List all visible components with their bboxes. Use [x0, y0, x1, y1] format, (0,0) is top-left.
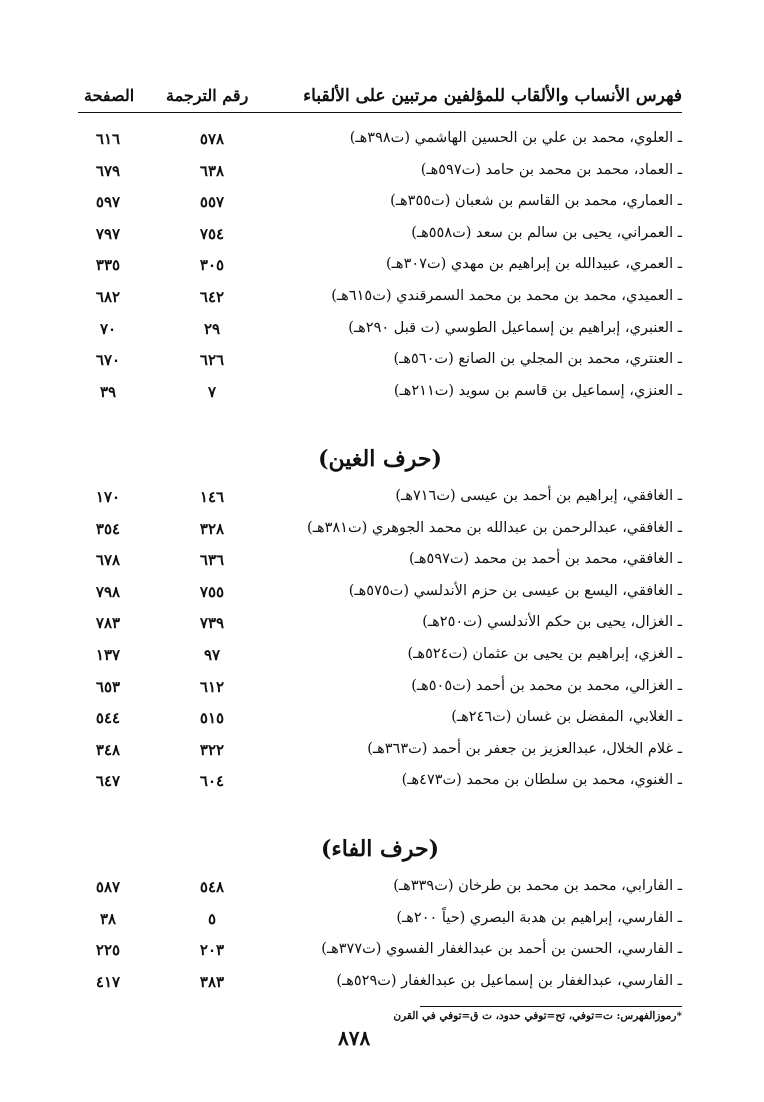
- index-row: [78, 906, 682, 938]
- entry-name: ـ العمراني، يحيى بن سالم بن سعد (ت٥٥٨هـ): [411, 224, 682, 241]
- section-title-fa: (حرف الفاء): [320, 836, 439, 862]
- index-row: [78, 284, 682, 316]
- entry-number: ٥٤٨: [199, 878, 225, 896]
- column-header-page: الصفحة: [84, 86, 135, 105]
- index-row: [78, 642, 682, 674]
- entry-page: ٣٤٨: [95, 740, 121, 759]
- entry-name: ـ غلام الخلال، عبدالعزيز بن جعفر بن أحمد (ت٣٦٣هـ): [367, 740, 682, 757]
- entry-name: ـ العماد، محمد بن محمد بن حامد (ت٥٩٧هـ): [420, 161, 682, 178]
- footnote: *رموزالفهرس: ت=توفي، تح=توفي حدود، ت ق=توفي في القرن: [393, 1010, 682, 1022]
- entry-page: ٧٨٣: [95, 614, 121, 633]
- entry-page: ٣٥٤: [95, 519, 121, 538]
- entry-page: ٦٧٠: [95, 351, 121, 370]
- entry-name: ـ الغافقي، محمد بن أحمد بن محمد (ت٥٩٧هـ): [408, 551, 682, 568]
- column-header-number: رقم الترجمة: [166, 86, 249, 105]
- entry-number: ٣٠٥: [199, 256, 225, 275]
- entry-number: ٦٤٢: [199, 287, 225, 306]
- entry-number: ٦٠٤: [199, 772, 225, 791]
- entry-number: ٥: [207, 909, 217, 928]
- entry-number: ٦١٢: [199, 677, 225, 696]
- entry-page: ٦٧٨: [95, 551, 121, 570]
- entry-number: ٢٩: [203, 319, 221, 338]
- entry-name: ـ الفارابي، محمد بن محمد بن طرخان (ت٣٣٩هـ): [393, 878, 682, 894]
- entry-name: ـ الغنوي، محمد بن سلطان بن محمد (ت٤٧٣هـ): [401, 772, 682, 789]
- entry-name: ـ الغزال، يحيى بن حكم الأندلسي (ت٢٥٠هـ): [422, 614, 682, 631]
- entry-number: ٩٧: [203, 645, 221, 664]
- entry-page: ٣٨: [99, 909, 117, 928]
- entries-section-ghain: [78, 484, 682, 800]
- entry-page: ٦٨٢: [95, 287, 121, 306]
- index-row: [78, 347, 682, 379]
- entry-name: ـ الفارسي، عبدالغفار بن إسماعيل بن عبدالغفار (ت٥٢٩هـ): [336, 972, 682, 989]
- entry-number: ٧٥٤: [199, 224, 225, 243]
- entry-page: ١٣٧: [95, 645, 121, 664]
- page-title: فهرس الأنساب والألقاب للمؤلفين مرتبين على الألقباء: [303, 86, 682, 106]
- entry-number: ٣٢٨: [199, 519, 225, 538]
- entry-page: ١٧٠: [95, 488, 121, 506]
- entry-page: ٥٤٤: [95, 709, 121, 728]
- index-row: [78, 969, 682, 1001]
- entry-number: ٣٨٣: [199, 972, 225, 991]
- entry-name: ـ الغزي، إبراهيم بن يحيى بن عثمان (ت٥٢٤هـ): [407, 645, 682, 662]
- entry-page: ٧٩٧: [95, 224, 121, 243]
- index-row: [78, 874, 682, 906]
- entry-name: ـ الفارسي، الحسن بن أحمد بن عبدالغفار الفسوي (ت٣٧٧هـ): [321, 941, 682, 958]
- entry-page: ٣٣٥: [95, 256, 121, 275]
- entry-name: ـ العماري، محمد بن القاسم بن شعبان (ت٣٥٥هـ): [390, 193, 682, 210]
- entry-name: ـ الغافقي، عبدالرحمن بن عبدالله بن محمد الجوهري (ت٣٨١هـ): [307, 519, 682, 536]
- entry-name: ـ العمري، عبيدالله بن إبراهيم بن مهدي (ت٣٠٧هـ): [386, 256, 682, 273]
- entry-number: ٧: [207, 382, 217, 401]
- entry-page: ٦٥٣: [95, 677, 121, 696]
- entry-number: ٥٧٨: [199, 130, 225, 148]
- entry-number: ١٤٦: [199, 488, 225, 506]
- entry-page: ٣٩: [99, 382, 117, 401]
- index-row: [78, 768, 682, 800]
- entry-name: ـ العنبري، إبراهيم بن إسماعيل الطوسي (ت قبل ٢٩٠هـ): [348, 319, 682, 336]
- index-row: [78, 516, 682, 548]
- index-row: [78, 126, 682, 158]
- entry-page: ٥٩٧: [95, 193, 121, 212]
- footnote-divider: [420, 1006, 682, 1007]
- entry-number: ٦٣٦: [199, 551, 225, 570]
- entry-number: ٦٢٦: [199, 351, 225, 370]
- entry-number: ٦٣٨: [199, 161, 225, 180]
- entry-page: ٧٠: [99, 319, 117, 338]
- index-row: [78, 737, 682, 769]
- entries-section-ain: [78, 126, 682, 410]
- index-row: [78, 252, 682, 284]
- entry-page: ٦١٦: [95, 130, 121, 148]
- index-row: [78, 579, 682, 611]
- entry-name: ـ الفارسي، إبراهيم بن هدبة البصري (حياً ٢٠٠هـ): [396, 909, 682, 926]
- index-row: [78, 547, 682, 579]
- entry-name: ـ الغافقي، اليسع بن عيسى بن حزم الأندلسي (ت٥٧٥هـ): [348, 582, 682, 599]
- entry-page: ٤١٧: [95, 972, 121, 991]
- index-row: [78, 674, 682, 706]
- page-number: ٨٧٨: [338, 1026, 371, 1050]
- index-row: [78, 937, 682, 969]
- entry-name: ـ العنتري، محمد بن المجلي بن الصانع (ت٥٦٠هـ): [393, 351, 682, 368]
- entry-page: ٦٧٩: [95, 161, 121, 180]
- entry-page: ٥٨٧: [95, 878, 121, 896]
- entry-name: ـ العنزي، إسماعيل بن قاسم بن سويد (ت٢١١هـ): [393, 382, 682, 399]
- index-row: [78, 221, 682, 253]
- section-title-ghain: (حرف الغين): [318, 446, 442, 472]
- index-row: [78, 484, 682, 516]
- entry-name: ـ الغلابي، المفضل بن غسان (ت٢٤٦هـ): [451, 709, 682, 726]
- entry-page: ٢٢٥: [95, 941, 121, 960]
- entry-name: ـ العلوي، محمد بن علي بن الحسين الهاشمي (ت٣٩٨هـ): [349, 130, 682, 146]
- entry-name: ـ العميدي، محمد بن محمد بن محمد السمرقندي (ت٦١٥هـ): [331, 287, 682, 304]
- entry-number: ٥١٥: [199, 709, 225, 728]
- index-row: [78, 189, 682, 221]
- page-header: [78, 82, 682, 113]
- entry-number: ٧٥٥: [199, 582, 225, 601]
- entry-number: ٧٣٩: [199, 614, 225, 633]
- entry-number: ٢٠٣: [199, 941, 225, 960]
- entry-page: ٧٩٨: [95, 582, 121, 601]
- index-row: [78, 610, 682, 642]
- entry-number: ٥٥٧: [199, 193, 225, 212]
- index-row: [78, 705, 682, 737]
- index-row: [78, 316, 682, 348]
- entry-number: ٣٢٢: [199, 740, 225, 759]
- index-row: [78, 379, 682, 411]
- entry-name: ـ الغافقي، إبراهيم بن أحمد بن عيسى (ت٧١٦هـ): [395, 488, 682, 504]
- entry-name: ـ الغزالي، محمد بن محمد بن أحمد (ت٥٠٥هـ): [411, 677, 682, 694]
- entry-page: ٦٤٧: [95, 772, 121, 791]
- index-row: [78, 158, 682, 190]
- entries-section-fa: [78, 874, 682, 1000]
